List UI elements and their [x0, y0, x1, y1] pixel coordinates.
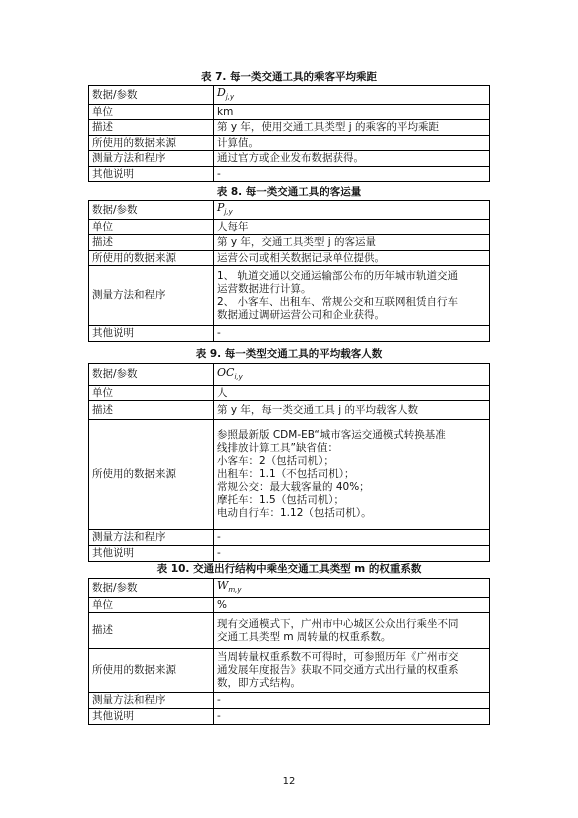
table-10-caption: 表 10. 交通出行结构中乘坐交通工具类型 m 的权重系数 [156, 563, 422, 575]
page-number: 12 [282, 776, 296, 787]
row-label: 数据/参数 [89, 201, 214, 220]
row-label: 其他说明 [89, 167, 214, 182]
table-9-caption: 表 9. 每一类型交通工具的平均载客人数 [195, 348, 383, 360]
row-label: 所使用的数据来源 [89, 420, 214, 530]
row-label: 数据/参数 [89, 86, 214, 105]
row-label: 描述 [89, 401, 214, 420]
source-value: 运营公司或相关数据记录单位提供。 [214, 251, 490, 266]
table-row [89, 386, 490, 401]
parameter-symbol: $P_{j,y}$ [214, 201, 490, 220]
method-value: 1、 轨道交通以交通运输部公布的历年城市轨道交通 运营数据进行计算。 2、 小客车、出租车、常规公交和互联网租赁自行车 数据通过调研运营公司和企业获得。 [214, 266, 490, 326]
other-value: - [214, 167, 490, 182]
row-label: 测量方法和程序 [89, 693, 214, 709]
table-row [89, 649, 490, 693]
table-row [89, 579, 490, 598]
source-value: 参照最新版 CDM-EB“城市客运交通模式转换基准 线排放计算工具”缺省值： 小客车：2（包括司机）； 出租车：1.1（不包括司机）； 常规公交：最大载客量的 40%； 摩托车：1.5（包括司机）； 电动自行车：1.12（包括司机）。 [214, 420, 490, 530]
row-label: 所使用的数据来源 [89, 649, 214, 693]
row-label: 描述 [89, 235, 214, 251]
table-row [89, 693, 490, 709]
table-row [89, 266, 490, 326]
table-row [89, 420, 490, 530]
row-label: 其他说明 [89, 709, 214, 725]
row-label: 其他说明 [89, 546, 214, 562]
row-label: 其他说明 [89, 326, 214, 342]
source-value: 当周转量权重系数不可得时，可参照历年《广州市交 通发展年度报告》获取不同交通方式出行量的权重系 数，即方式结构。 [214, 649, 490, 693]
source-value: 计算值。 [214, 136, 490, 151]
table-row [89, 530, 490, 546]
row-label: 描述 [89, 613, 214, 649]
table-row [89, 201, 490, 220]
table-8-caption: 表 8. 每一类交通工具的客运量 [216, 186, 362, 198]
unit-value: 人每年 [214, 220, 490, 235]
table-9 [88, 363, 490, 562]
unit-value: % [214, 598, 490, 613]
row-label: 测量方法和程序 [89, 266, 214, 326]
row-label: 所使用的数据来源 [89, 251, 214, 266]
table-row [89, 364, 490, 386]
row-label: 所使用的数据来源 [89, 136, 214, 151]
table-8 [88, 200, 490, 342]
table-row [89, 709, 490, 725]
description-value: 第 y 年，交通工具类型 j 的客运量 [214, 235, 490, 251]
unit-value: km [214, 105, 490, 120]
other-value: - [214, 709, 490, 725]
table-row [89, 120, 490, 136]
description-value: 第 y 年，使用交通工具类型 j 的乘客的平均乘距 [214, 120, 490, 136]
table-7 [88, 85, 490, 182]
table-row [89, 235, 490, 251]
table-7-caption: 表 7. 每一类交通工具的乘客平均乘距 [200, 71, 378, 83]
method-value: - [214, 530, 490, 546]
unit-value: 人 [214, 386, 490, 401]
table-row [89, 151, 490, 167]
parameter-symbol: $W_{m,y}$ [214, 579, 490, 598]
other-value: - [214, 546, 490, 562]
parameter-symbol: $D_{j,y}$ [214, 86, 490, 105]
row-label: 单位 [89, 386, 214, 401]
table-row [89, 105, 490, 120]
row-label: 描述 [89, 120, 214, 136]
table-row [89, 136, 490, 151]
table-row [89, 598, 490, 613]
table-row [89, 546, 490, 562]
row-label: 测量方法和程序 [89, 151, 214, 167]
description-value: 第 y 年，每一类交通工具 j 的平均载客人数 [214, 401, 490, 420]
method-value: 通过官方或企业发布数据获得。 [214, 151, 490, 167]
row-label: 数据/参数 [89, 364, 214, 386]
table-row [89, 326, 490, 342]
table-row [89, 401, 490, 420]
table-row [89, 613, 490, 649]
table-row [89, 167, 490, 182]
table-row [89, 251, 490, 266]
row-label: 数据/参数 [89, 579, 214, 598]
description-value: 现有交通模式下，广州市中心城区公众出行乘坐不同 交通工具类型 m 周转量的权重系数。 [214, 613, 490, 649]
table-row [89, 220, 490, 235]
table-row [89, 86, 490, 105]
table-10 [88, 578, 490, 725]
parameter-symbol: $OC_{i,y}$ [214, 364, 490, 386]
row-label: 测量方法和程序 [89, 530, 214, 546]
other-value: - [214, 326, 490, 342]
row-label: 单位 [89, 220, 214, 235]
row-label: 单位 [89, 105, 214, 120]
method-value: - [214, 693, 490, 709]
row-label: 单位 [89, 598, 214, 613]
